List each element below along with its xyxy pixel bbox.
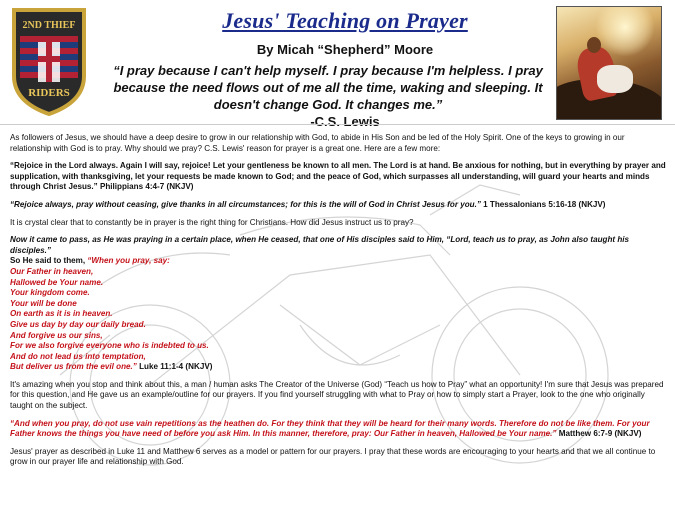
prayer-line: Give us day by day our daily bread. (10, 319, 146, 329)
prayer-line: And do not lead us into temptation, (10, 351, 146, 361)
prayer-line: Our Father in heaven, (10, 266, 94, 276)
quote-attribution: -C.S. Lewis (310, 114, 380, 129)
prayer-line: And forgive us our sins, (10, 330, 103, 340)
article-body (0, 124, 675, 507)
luke-passage (10, 235, 668, 373)
prayer-line: For we also forgive everyone who is indebted to us. (10, 341, 209, 351)
page-title: Jesus' Teaching on Prayer (222, 8, 468, 33)
prayer-line: Hallowed be Your name. (10, 277, 104, 287)
luke-when: “When you pray, say: (87, 256, 170, 266)
matthew-passage (10, 419, 668, 440)
matthew-ref: Matthew 6:7-9 (NKJV) (558, 429, 642, 439)
thessalonians-ref: 1 Thessalonians 5:16-18 (NKJV) (483, 199, 606, 209)
matthew-quote: “And when you pray, do not use vain repetitions as the heathen do. For they think that they will be heard for their many words. Therefore do not be like them. For your Father knows the things you have need of before you ask Him. In this manner, therefore, pray: Our Father in heaven, Hallowed be Your name.” (10, 418, 650, 439)
club-logo (10, 6, 88, 116)
intro-paragraph: As followers of Jesus, we should have a deep desire to grow in our relationship with God, to abide in His Son and be led of the Holy Spirit. One of the keys to growing in our relationship with God is to pray. Why should we pray? C.S. Lewis' reason for prayer is a great one. Here are a few more: (10, 133, 625, 153)
reflection-paragraph: It's amazing when you stop and think about this, a man / human asks The Creator of the Universe (God) “Teach us how to Pray” what an opportunity! I'm sure that Jesus was prepared for this question, and He gave us an example/outline for our prayers. If you find yourself struggling with what to Pray or how to simply start a Prayer, look to the one who originally taught on the subject. (10, 379, 664, 411)
prayer-line: On earth as it is in heaven. (10, 309, 113, 319)
luke-said: So He said to them, (10, 256, 86, 266)
praying-jesus-painting (556, 6, 662, 120)
philippians-verse: “Rejoice in the Lord always. Again I will say, rejoice! Let your gentleness be known to all men. The Lord is at hand. Be anxious for nothing, but in everything by prayer and supplication, with thanksgiving, let your requests be made known to God; and the peace of God, which surpasses all understanding, will guard your hearts and minds through Christ Jesus.” Philippians 4:4-7 (NKJV) (10, 161, 666, 192)
luke-intro: Now it came to pass, as He was praying in a certain place, when He ceased, that one of His disciples said to Him, “Lord, teach us to pray, as John also taught his disciples.” (10, 235, 630, 255)
prayer-last-line: But deliver us from the evil one.” (10, 362, 137, 372)
logo-text-top: 2ND THIEF (22, 20, 76, 31)
cs-lewis-quote: “I pray because I can't help myself. I pray because I'm helpless. I pray because the need flows out of me all the time, waking and sleeping. It doesn't change God. It changes me.” (113, 63, 543, 112)
logo-text-bottom: RIDERS (28, 87, 70, 99)
thessalonians-verse (10, 200, 668, 211)
luke-ref: Luke 11:1-4 (NKJV) (139, 362, 213, 372)
thessalonians-quote: “Rejoice always, pray without ceasing, give thanks in all circumstances; for this is the will of God in Christ Jesus for you.” (10, 199, 481, 209)
question-paragraph: It is crystal clear that to constantly be in prayer is the right thing for Christians. How did Jesus instruct us to pray? (10, 217, 414, 227)
prayer-line: Your will be done (10, 298, 77, 308)
author-line: By Micah “Shepherd” Moore (256, 42, 434, 57)
closing-paragraph: Jesus' prayer as described in Luke 11 and Matthew 6 serves as a model or pattern for our prayers. I pray that these words are encouraging to your hearts and that we all continue to grow in our prayer life and relationship with God. (10, 446, 656, 467)
prayer-line: Your kingdom come. (10, 288, 90, 298)
